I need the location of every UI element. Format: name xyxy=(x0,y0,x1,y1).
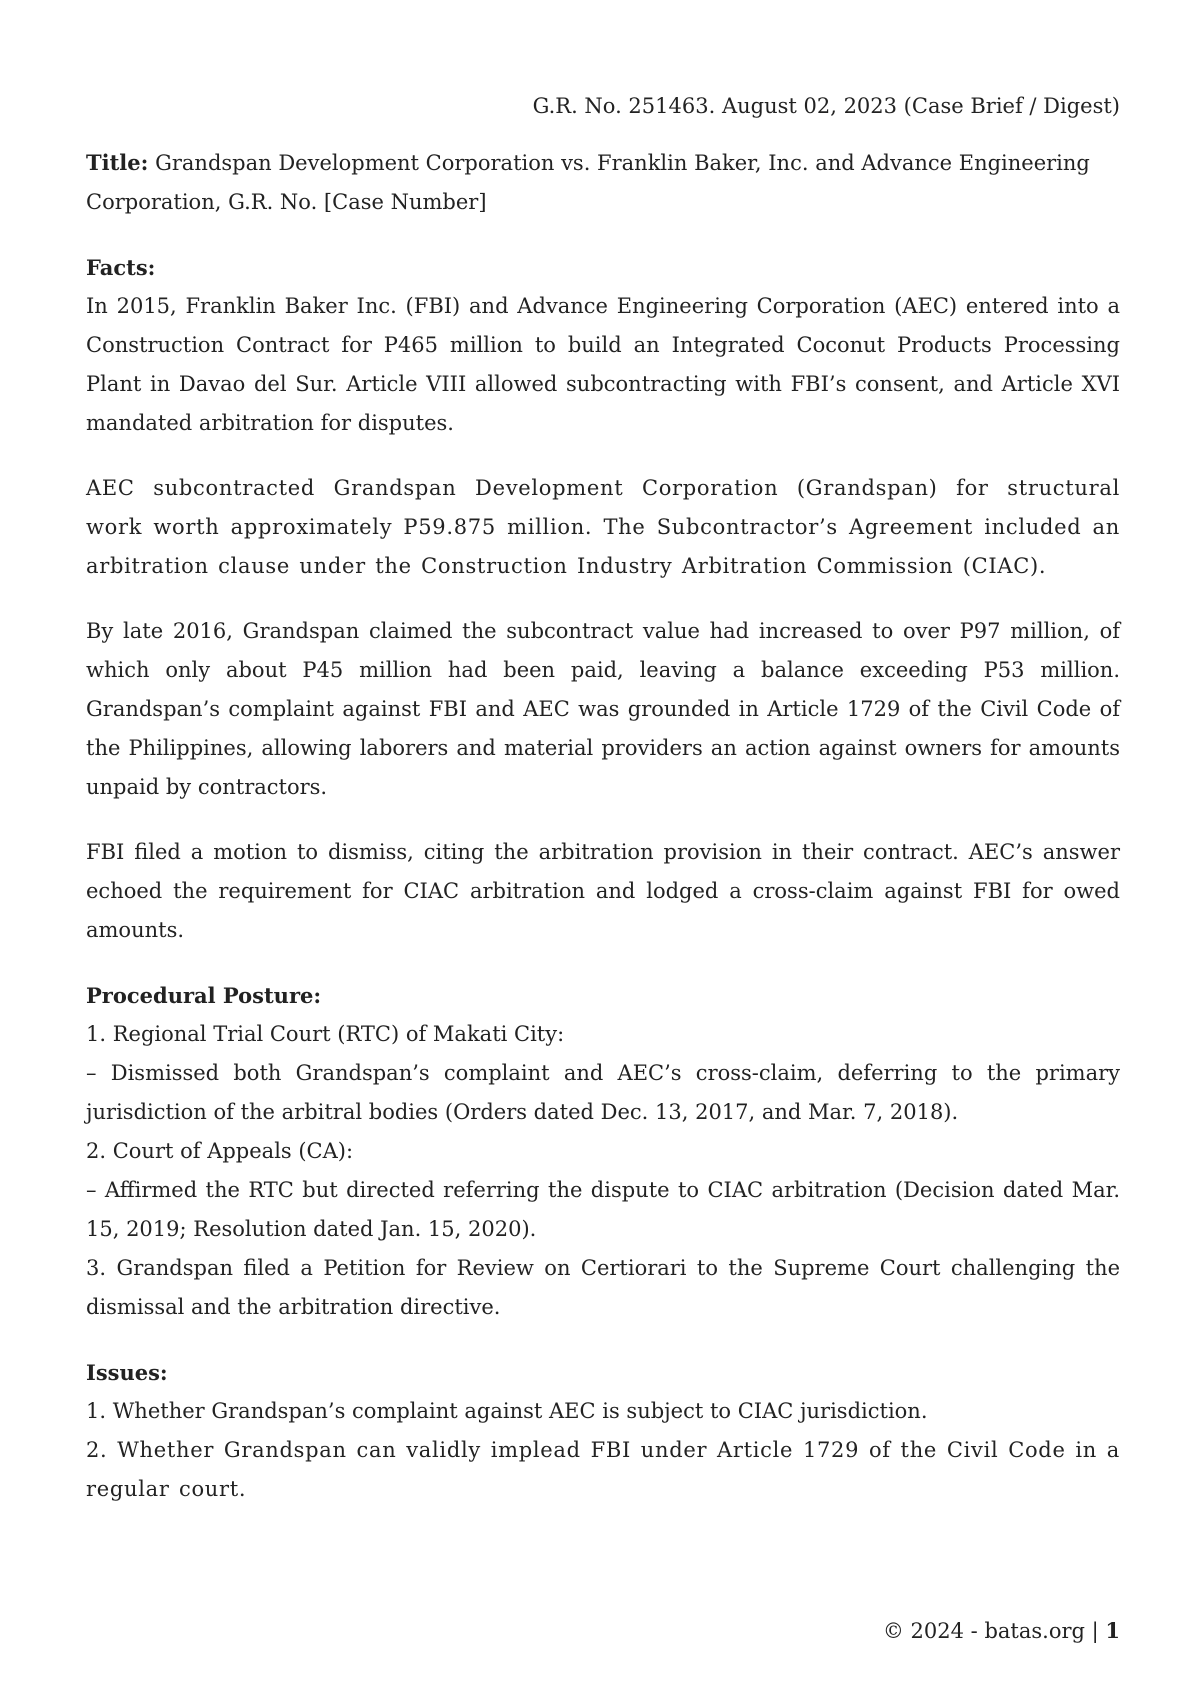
procedural-item: 1. Regional Trial Court (RTC) of Makati City: xyxy=(86,1022,565,1046)
procedural-posture-section xyxy=(86,976,1120,1327)
title-text: Grandspan Development Corporation vs. Franklin Baker, Inc. and Advance Engineering Corporation, G.R. No. [Case Number] xyxy=(86,151,1090,214)
procedural-heading: Procedural Posture: xyxy=(86,983,322,1008)
facts-heading: Facts: xyxy=(86,255,156,280)
facts-paragraph: In 2015, Franklin Baker Inc. (FBI) and Advance Engineering Corporation (AEC) entered into a Construction Contract for P465 million to build an Integrated Coconut Products Processing Plant in Davao del Sur. Article VIII allowed subcontracting with FBI’s consent, and Article XVI mandated arbitration for disputes. xyxy=(86,294,1120,435)
facts-paragraph: FBI filed a motion to dismiss, citing the arbitration provision in their contract. AEC’s answer echoed the requirement for CIAC arbitration and lodged a cross-claim against FBI for owed amounts. xyxy=(86,840,1120,942)
issue-item: 1. Whether Grandspan’s complaint against AEC is subject to CIAC jurisdiction. xyxy=(86,1399,928,1423)
procedural-item: – Dismissed both Grandspan’s complaint and AEC’s cross-claim, deferring to the primary jurisdiction of the arbitral bodies (Orders dated Dec. 13, 2017, and Mar. 7, 2018). xyxy=(86,1061,1120,1124)
footer-copyright: © 2024 - batas.org | xyxy=(882,1619,1106,1643)
case-digest-content xyxy=(86,143,1120,1535)
title-section xyxy=(86,143,1120,222)
title-label: Title: xyxy=(86,150,149,175)
case-citation-header: G.R. No. 251463. August 02, 2023 (Case Brief / Digest) xyxy=(532,94,1120,118)
procedural-item: 2. Court of Appeals (CA): xyxy=(86,1139,354,1163)
issue-item: 2. Whether Grandspan can validly implead FBI under Article 1729 of the Civil Code in a regular court. xyxy=(86,1438,1120,1501)
issues-section xyxy=(86,1353,1120,1509)
document-page xyxy=(86,0,1120,1696)
procedural-item: – Affirmed the RTC but directed referring the dispute to CIAC arbitration (Decision dated Mar. 15, 2019; Resolution dated Jan. 15, 2020). xyxy=(86,1178,1120,1241)
procedural-item: 3. Grandspan filed a Petition for Review on Certiorari to the Supreme Court challenging the dismissal and the arbitration directive. xyxy=(86,1256,1120,1319)
page-footer xyxy=(883,1617,1120,1645)
issues-heading: Issues: xyxy=(86,1360,168,1385)
facts-paragraph: AEC subcontracted Grandspan Development Corporation (Grandspan) for structural work worth approximately P59.875 million. The Subcontractor’s Agreement included an arbitration clause under the Construction Industry Arbitration Commission (CIAC). xyxy=(86,476,1120,578)
facts-paragraph: By late 2016, Grandspan claimed the subcontract value had increased to over P97 million, of which only about P45 million had been paid, leaving a balance exceeding P53 million. Grandspan’s complaint against FBI and AEC was grounded in Article 1729 of the Civil Code of the Philippines, allowing laborers and material providers an action against owners for amounts unpaid by contractors. xyxy=(86,619,1120,799)
facts-section xyxy=(86,248,1120,950)
page-number: 1 xyxy=(1105,1618,1120,1643)
